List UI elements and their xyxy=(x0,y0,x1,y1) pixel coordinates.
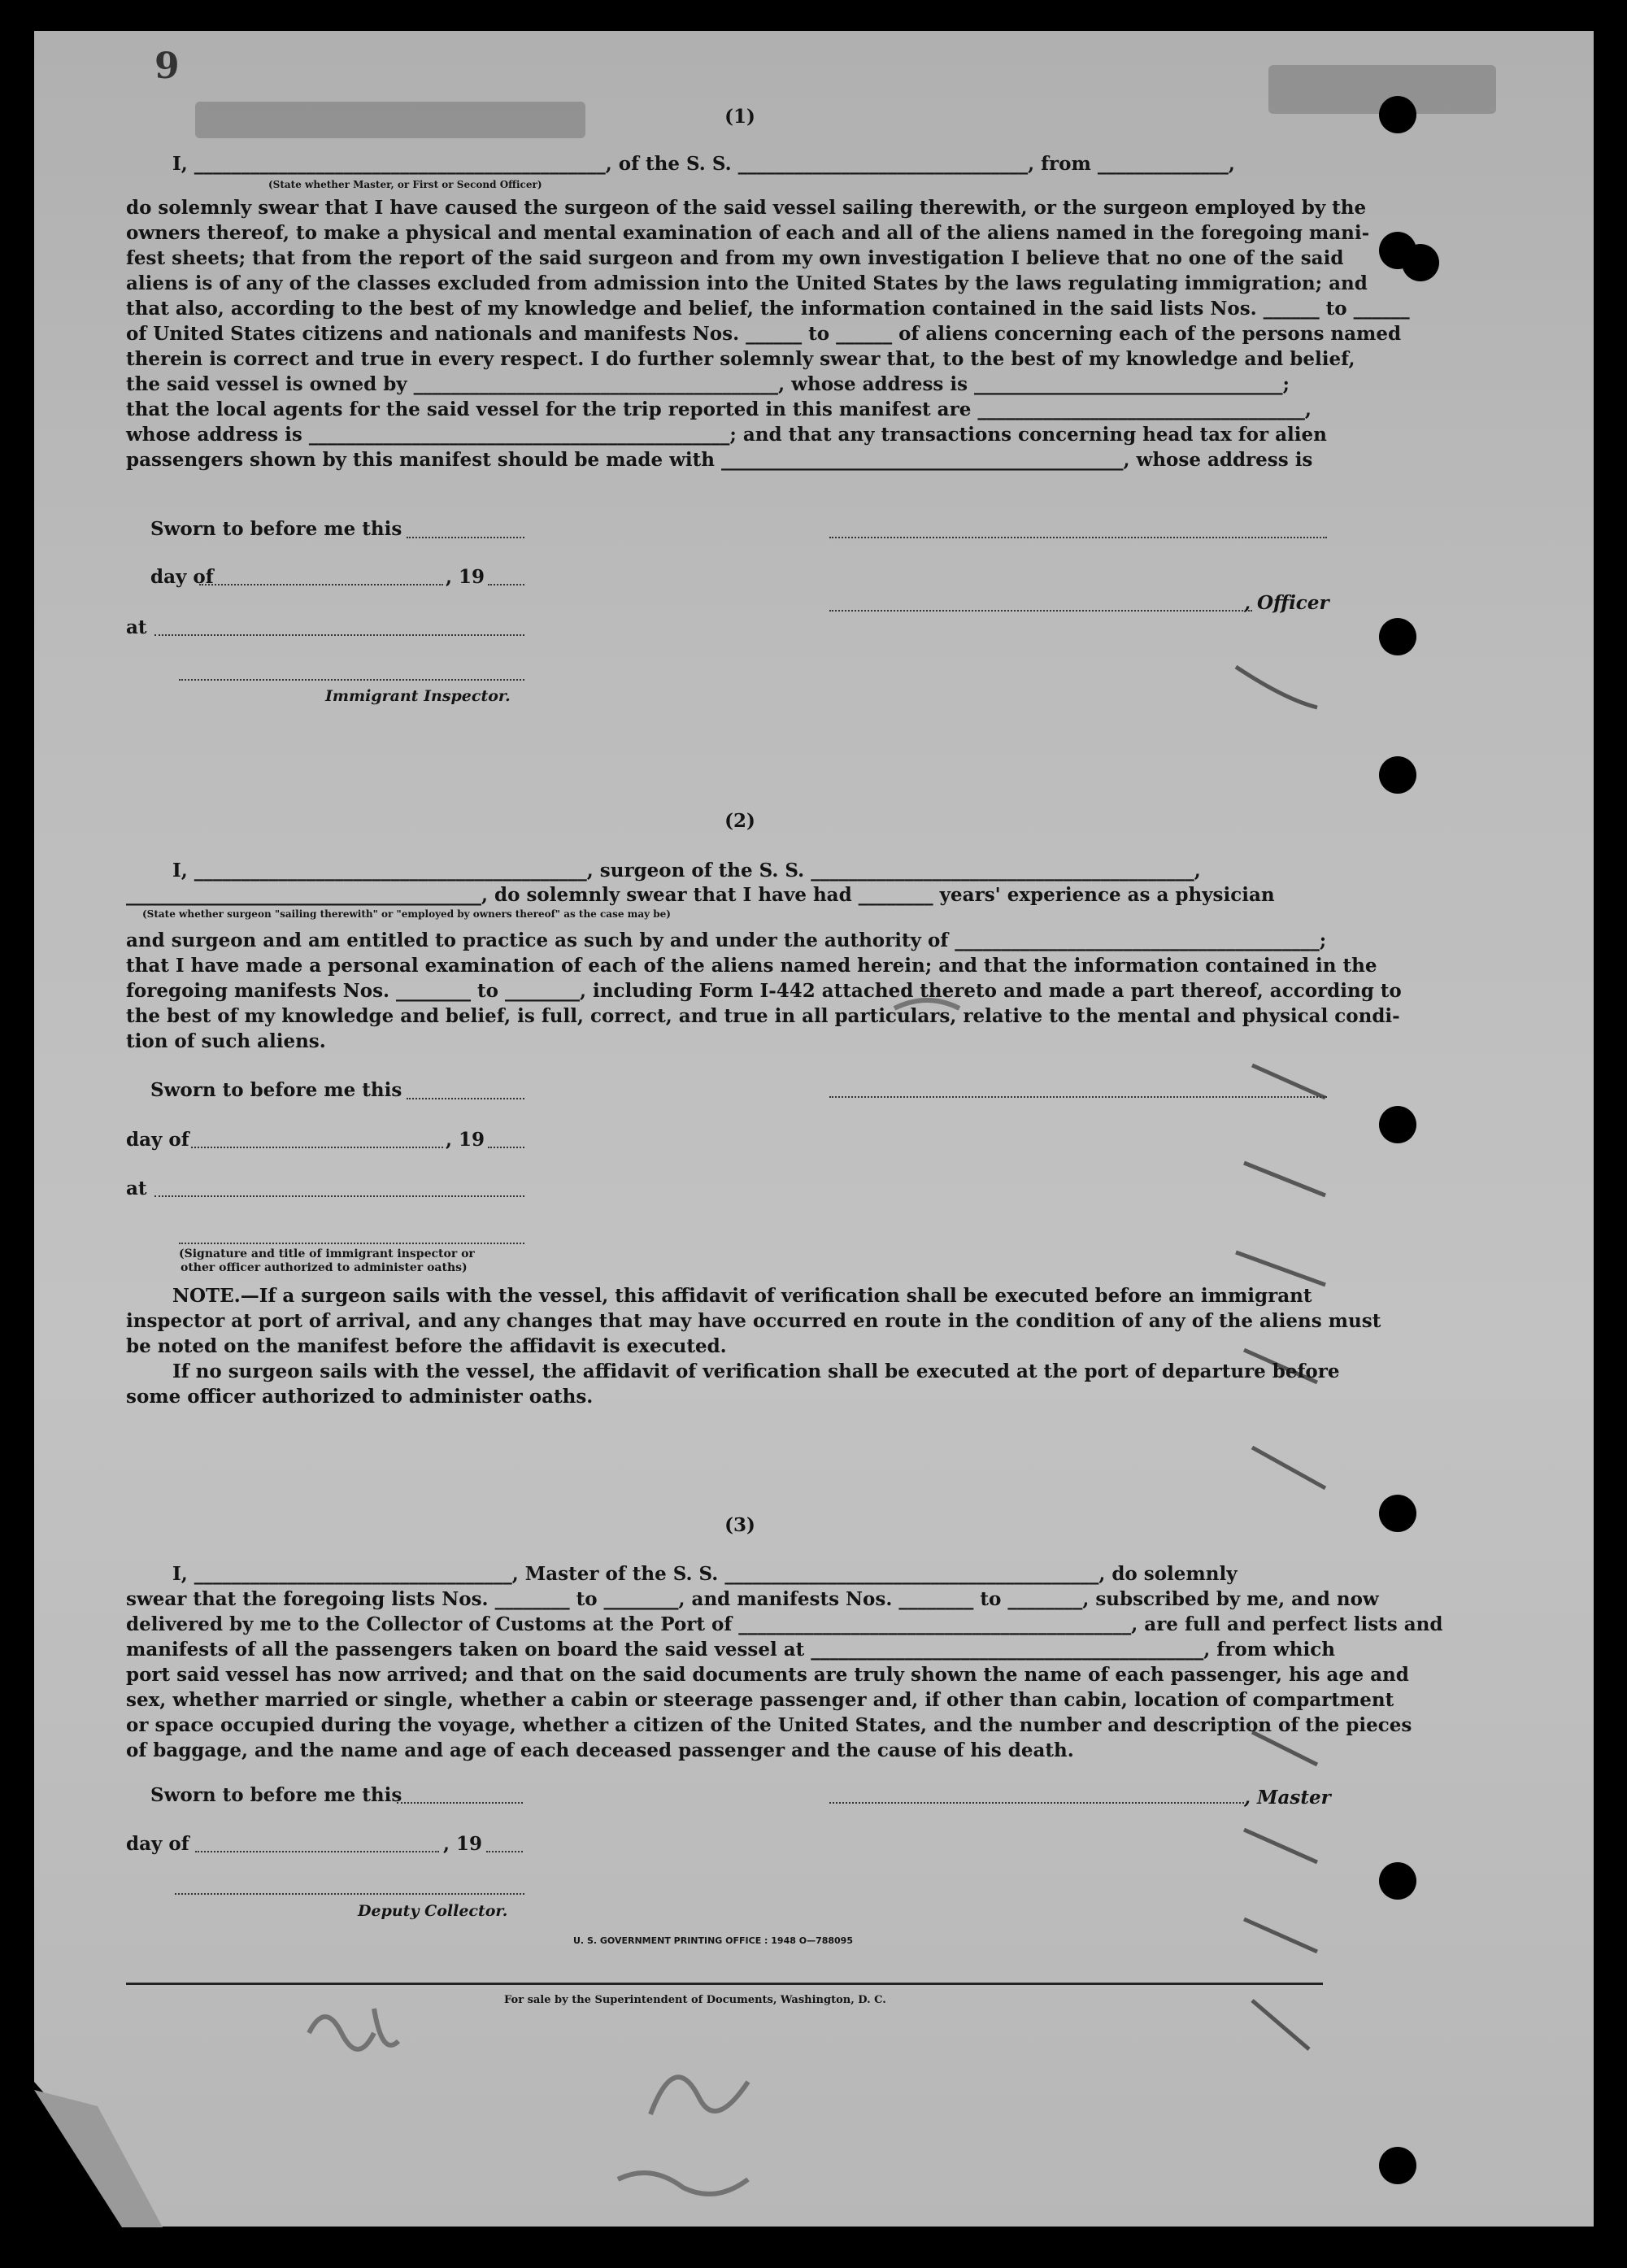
collector-label: Deputy Collector. xyxy=(358,1902,508,1920)
day-blank xyxy=(195,1851,439,1852)
section-3-line: swear that the foregoing lists Nos. ________ to ________, and manifests Nos. ________ to ________, subscribed by me, and now xyxy=(126,1588,1379,1610)
year-label: , 19 xyxy=(446,1129,485,1151)
at-label: at xyxy=(126,1178,147,1199)
section-2-line: I, __________________________________________, surgeon of the S. S. _________________________________________, xyxy=(172,860,1201,882)
signature-blank xyxy=(829,537,1327,538)
sworn-label: Sworn to before me this xyxy=(150,1784,402,1806)
title-note: (State whether Master, or First or Second Officer) xyxy=(268,179,542,190)
section-number: (2) xyxy=(724,810,755,832)
section-1-line: whose address is _____________________________________________; and that any transactions concerning head tax for alien xyxy=(126,424,1327,446)
section-1-line: passengers shown by this manifest should be made with ___________________________________________, whose address is xyxy=(126,449,1313,471)
surgeon-note: (State whether surgeon "sailing therewith" or "employed by owners thereof" as the case may be) xyxy=(142,908,671,920)
binder-hole xyxy=(1379,1106,1416,1143)
year-label: , 19 xyxy=(443,1833,483,1855)
at-blank xyxy=(154,1195,524,1197)
year-blank xyxy=(488,1147,524,1148)
collector-blank xyxy=(175,1893,524,1895)
note-line: be noted on the manifest before the affidavit is executed. xyxy=(126,1335,727,1357)
day-of-label: day of xyxy=(126,1833,189,1855)
section-2-line: and surgeon and am entitled to practice as such by and under the authority of _______________________________________; xyxy=(126,929,1327,951)
day-blank xyxy=(191,1147,443,1148)
note-line: NOTE.—If a surgeon sails with the vessel, this affidavit of verification shall be executed before an immigrant xyxy=(172,1285,1312,1307)
signature-note: other officer authorized to administer oaths) xyxy=(181,1261,468,1274)
inspector-blank xyxy=(179,679,524,681)
section-1-line: do solemnly swear that I have caused the surgeon of the said vessel sailing therewith, or the surgeon employed by the xyxy=(126,197,1367,219)
sworn-label: Sworn to before me this xyxy=(150,1079,402,1101)
binder-hole xyxy=(1379,1862,1416,1900)
section-3-line: I, __________________________________, Master of the S. S. ________________________________________, do solemnly xyxy=(172,1563,1238,1585)
sworn-label: Sworn to before me this xyxy=(150,518,402,540)
binder-hole xyxy=(1379,1495,1416,1532)
year-blank xyxy=(486,1851,523,1852)
section-1-line: therein is correct and true in every respect. I do further solemnly swear that, to the best of my knowledge and belief, xyxy=(126,348,1355,370)
section-1-line: that the local agents for the said vessel for the trip reported in this manifest are ___________________________________, xyxy=(126,398,1312,420)
section-1-line: owners thereof, to make a physical and mental examination of each and all of the aliens named in the foregoing mani- xyxy=(126,222,1370,244)
officer-label: , Officer xyxy=(1244,592,1329,614)
master-label: , Master xyxy=(1244,1787,1331,1809)
note-line: some officer authorized to administer oaths. xyxy=(126,1386,594,1408)
sworn-blank xyxy=(407,537,524,538)
section-2-line: tion of such aliens. xyxy=(126,1030,326,1052)
section-3-line: sex, whether married or single, whether a cabin or steerage passenger and, if other than cabin, location of compartment xyxy=(126,1689,1394,1711)
master-blank xyxy=(829,1802,1244,1804)
inspector-label: Immigrant Inspector. xyxy=(325,687,511,705)
header-smudge xyxy=(195,65,1496,138)
section-3-line: or space occupied during the voyage, whether a citizen of the United States, and the number and description of the pieces xyxy=(126,1714,1412,1736)
page-mark: 9 xyxy=(154,46,180,87)
officer-blank xyxy=(829,610,1252,612)
surgeon-signature-blank xyxy=(829,1096,1327,1098)
binder-hole xyxy=(1379,756,1416,794)
section-2-line: the best of my knowledge and belief, is full, correct, and true in all particulars, relative to the mental and physical condi- xyxy=(126,1005,1400,1027)
day-of-label: day of xyxy=(150,566,214,588)
section-1-line: aliens is of any of the classes excluded from admission into the United States by the laws regulating immigration; and xyxy=(126,272,1368,294)
sworn-blank xyxy=(407,1098,524,1099)
at-label: at xyxy=(126,616,147,638)
at-blank xyxy=(154,634,524,636)
section-number: (3) xyxy=(724,1514,755,1536)
note-line: inspector at port of arrival, and any changes that may have occurred en route in the condition of any of the aliens must xyxy=(126,1310,1381,1332)
section-2-line: that I have made a personal examination of each of the aliens named herein; and that the information contained in the xyxy=(126,955,1377,977)
section-1-line: fest sheets; that from the report of the said surgeon and from my own investigation I believe that no one of the said xyxy=(126,247,1344,269)
day-blank xyxy=(199,584,443,586)
section-3-line: port said vessel has now arrived; and that on the said documents are truly shown the name of each passenger, his age and xyxy=(126,1664,1409,1686)
section-3-line: of baggage, and the name and age of each deceased passenger and the cause of his death. xyxy=(126,1739,1074,1761)
section-3-line: manifests of all the passengers taken on board the said vessel at __________________________________________, from which xyxy=(126,1639,1335,1661)
section-1-line: I, ____________________________________________, of the S. S. _______________________________, from ______________, xyxy=(172,153,1235,175)
section-1-line: that also, according to the best of my knowledge and belief, the information contained in the said lists Nos. ______ to ______ xyxy=(126,298,1410,320)
binder-hole xyxy=(1379,96,1416,133)
note-line: If no surgeon sails with the vessel, the affidavit of verification shall be executed at the port of departure before xyxy=(172,1360,1340,1382)
section-number: (1) xyxy=(724,106,755,128)
section-2-line: foregoing manifests Nos. ________ to ________, including Form I-442 attached thereto and made a part thereof, according to xyxy=(126,980,1402,1002)
printing-office-imprint: U. S. GOVERNMENT PRINTING OFFICE : 1948 O—788095 xyxy=(573,1935,853,1946)
footer-rule xyxy=(126,1983,1323,1985)
section-2-line: ______________________________________, do solemnly swear that I have had ________ years' experience as a physician xyxy=(126,884,1275,906)
day-of-label: day of xyxy=(126,1129,189,1151)
sworn-blank xyxy=(397,1802,523,1804)
section-1-line: the said vessel is owned by _______________________________________, whose address is _________________________________; xyxy=(126,373,1290,395)
year-label: , 19 xyxy=(446,566,485,588)
binder-hole xyxy=(1402,244,1439,281)
year-blank xyxy=(488,584,524,586)
signature-note: (Signature and title of immigrant inspector or xyxy=(179,1247,475,1260)
section-3-line: delivered by me to the Collector of Customs at the Port of __________________________________________, are full and perfect lists and xyxy=(126,1613,1443,1635)
section-1-line: of United States citizens and nationals and manifests Nos. ______ to ______ of aliens concerning each of the persons named xyxy=(126,323,1402,345)
signature-blank xyxy=(179,1243,524,1244)
binder-hole xyxy=(1379,2147,1416,2184)
binder-hole xyxy=(1379,618,1416,655)
handwritten-checkmarks xyxy=(1236,667,1325,2049)
for-sale-note: For sale by the Superintendent of Documents, Washington, D. C. xyxy=(504,1994,886,2006)
